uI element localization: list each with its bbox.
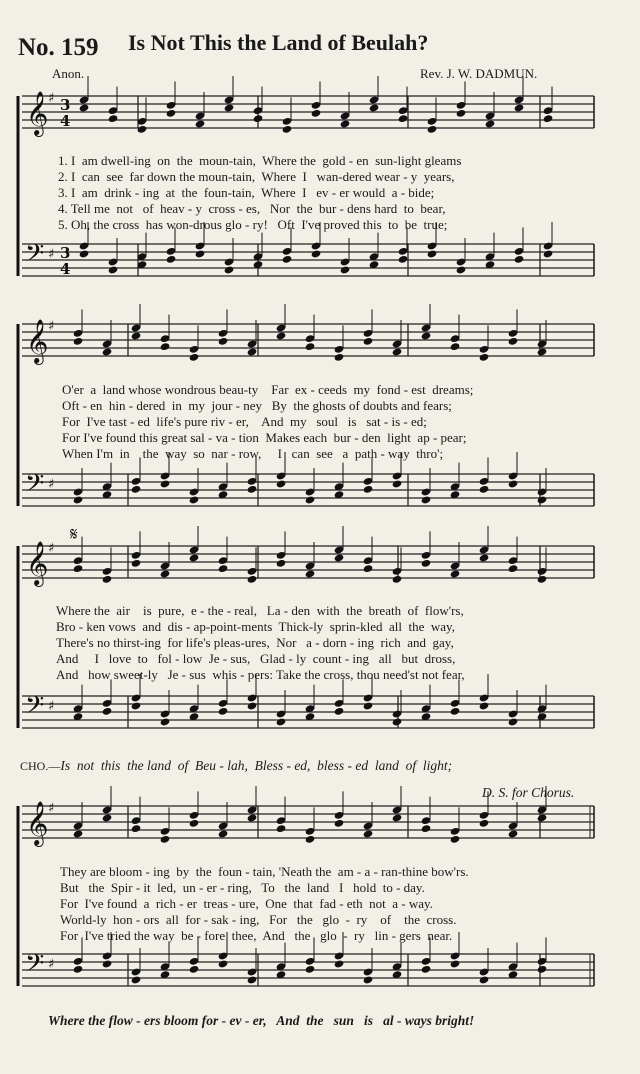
note-head bbox=[363, 564, 374, 573]
note-head bbox=[543, 249, 554, 258]
note-head bbox=[363, 485, 374, 494]
note-head bbox=[537, 495, 548, 504]
note-head bbox=[537, 965, 548, 974]
note-head bbox=[340, 119, 351, 128]
note-head bbox=[131, 485, 142, 494]
note-head bbox=[218, 564, 229, 573]
lyric-line: For I've tast - ed life's pure riv - er, And my soul is sat - is - ed; bbox=[62, 414, 427, 429]
hymn-number: No. 159 bbox=[18, 34, 99, 61]
note-head bbox=[363, 701, 374, 710]
sharp-icon: ♯ bbox=[48, 801, 55, 816]
note-head bbox=[276, 717, 287, 726]
note-head bbox=[508, 717, 519, 726]
lyric-line: For I've found this great sal - va - tion Makes each bur - den light ap - pear; bbox=[62, 430, 467, 445]
note-head bbox=[218, 707, 229, 716]
note-head bbox=[247, 813, 258, 822]
sharp-icon: ♯ bbox=[48, 247, 55, 262]
note-head bbox=[131, 975, 142, 984]
note-head bbox=[537, 347, 548, 356]
note-head bbox=[73, 564, 84, 573]
note-head bbox=[334, 353, 345, 362]
note-head bbox=[276, 479, 287, 488]
note-head bbox=[421, 495, 432, 504]
note-head bbox=[282, 255, 293, 264]
note-head bbox=[160, 569, 171, 578]
hymn-title: Is Not This the Land of Beulah? bbox=[128, 30, 429, 55]
note-head bbox=[427, 125, 438, 134]
note-head bbox=[421, 331, 432, 340]
lyric-line: When I'm in the way so nar - row, I can see a path - way thro'; bbox=[62, 446, 444, 461]
note-head bbox=[276, 331, 287, 340]
note-head bbox=[218, 959, 229, 968]
note-head bbox=[334, 959, 345, 968]
note-head bbox=[334, 707, 345, 716]
note-head bbox=[334, 819, 345, 828]
note-head bbox=[450, 959, 461, 968]
lyric-line: But the Spir - it led, un - er - ring, To the land I hold to - day. bbox=[60, 880, 425, 895]
lyric-line: For I've tried the way be - fore thee, And the glo - ry lin - gers near. bbox=[60, 928, 453, 943]
note-head bbox=[479, 485, 490, 494]
note-head bbox=[247, 347, 258, 356]
note-head bbox=[108, 265, 119, 274]
time-signature: 4 bbox=[60, 112, 71, 130]
sharp-icon: ♯ bbox=[48, 319, 55, 334]
note-head bbox=[543, 114, 554, 123]
note-head bbox=[189, 553, 200, 562]
note-head bbox=[479, 701, 490, 710]
note-head bbox=[102, 813, 113, 822]
note-head bbox=[508, 829, 519, 838]
note-head bbox=[398, 255, 409, 264]
note-head bbox=[166, 109, 177, 118]
note-head bbox=[514, 103, 525, 112]
lyric-line: 1. I am dwell-ing on the moun-tain, Where the gold - en sun-light gleams bbox=[58, 153, 462, 168]
bass-clef-icon: 𝄢 bbox=[25, 469, 45, 504]
note-head bbox=[102, 959, 113, 968]
note-head bbox=[160, 342, 171, 351]
note-head bbox=[450, 835, 461, 844]
note-head bbox=[508, 479, 519, 488]
treble-clef-icon: 𝄞 bbox=[26, 541, 49, 585]
note-head bbox=[456, 265, 467, 274]
sharp-icon: ♯ bbox=[48, 541, 55, 556]
note-head bbox=[392, 347, 403, 356]
note-head bbox=[224, 265, 235, 274]
note-head bbox=[73, 495, 84, 504]
note-head bbox=[311, 249, 322, 258]
note-head bbox=[311, 109, 322, 118]
note-head bbox=[508, 564, 519, 573]
note-head bbox=[479, 553, 490, 562]
lyric-line: World-ly hon - ors all for - sak - ing, For the glo - ry of the cross. bbox=[60, 912, 457, 927]
note-head bbox=[247, 975, 258, 984]
note-head bbox=[189, 495, 200, 504]
note-head bbox=[398, 114, 409, 123]
note-head bbox=[363, 975, 374, 984]
note-head bbox=[102, 575, 113, 584]
note-head bbox=[247, 485, 258, 494]
note-head bbox=[508, 337, 519, 346]
note-head bbox=[166, 255, 177, 264]
note-head bbox=[392, 479, 403, 488]
note-head bbox=[450, 569, 461, 578]
note-head bbox=[160, 717, 171, 726]
treble-clef-icon: 𝄞 bbox=[26, 319, 49, 363]
lyric-line: For I've found a rich - er treas - ure, One that fad - eth not a - way. bbox=[60, 896, 433, 911]
lyric-line: 5. Oh, the cross has won-drous glo - ry! Oft I've proved this to be true; bbox=[58, 217, 448, 232]
time-signature: 3 bbox=[60, 244, 71, 262]
note-head bbox=[450, 342, 461, 351]
note-head bbox=[247, 575, 258, 584]
lyric-line: And how sweet-ly Je - sus whis - pers: Take the cross, thou need'st not fear, bbox=[56, 667, 465, 682]
note-head bbox=[421, 965, 432, 974]
note-head bbox=[131, 701, 142, 710]
note-head bbox=[479, 975, 490, 984]
lyric-line: 2. I can see far down the moun-tain, Where I wan-dered wear - y years, bbox=[58, 169, 455, 184]
note-head bbox=[363, 829, 374, 838]
note-head bbox=[131, 331, 142, 340]
note-head bbox=[485, 119, 496, 128]
lyric-line: Bro - ken vows and dis - ap-point-ments Thick-ly sprin-kled all the way, bbox=[56, 619, 455, 634]
note-head bbox=[479, 353, 490, 362]
composer-credit: Rev. J. W. DADMUN. bbox=[420, 66, 538, 81]
note-head bbox=[218, 337, 229, 346]
note-head bbox=[131, 559, 142, 568]
note-head bbox=[102, 347, 113, 356]
chorus-line bbox=[20, 758, 452, 774]
note-head bbox=[276, 824, 287, 833]
ds-note: D. S. for Chorus. bbox=[482, 785, 575, 800]
note-head bbox=[334, 553, 345, 562]
note-head bbox=[218, 829, 229, 838]
lyric-line: Where the air is pure, e - the - real, La - den with the breath of flow'rs, bbox=[56, 603, 464, 618]
note-head bbox=[537, 813, 548, 822]
treble-clef-icon: 𝄞 bbox=[26, 91, 49, 135]
note-head bbox=[102, 707, 113, 716]
note-head bbox=[189, 819, 200, 828]
note-head bbox=[189, 353, 200, 362]
lyric-line: Oft - en hin - dered in my jour - ney By the ghosts of doubts and fears; bbox=[62, 398, 452, 413]
lyric-line: They are bloom - ing by the foun - tain, 'Neath the am - a - ran-thine bow'rs. bbox=[60, 864, 469, 879]
bass-clef-icon: 𝄢 bbox=[25, 691, 45, 726]
time-signature: 4 bbox=[60, 260, 71, 278]
note-head bbox=[421, 824, 432, 833]
note-head bbox=[195, 249, 206, 258]
note-head bbox=[282, 125, 293, 134]
note-head bbox=[195, 119, 206, 128]
segno-icon: 𝄋 bbox=[70, 524, 78, 545]
treble-clef-icon: 𝄞 bbox=[26, 801, 49, 845]
note-head bbox=[73, 829, 84, 838]
note-head bbox=[456, 109, 467, 118]
note-head bbox=[392, 575, 403, 584]
note-head bbox=[537, 575, 548, 584]
lyric-line: There's no thirst-ing for life's pleas-ures, Nor a - dorn - ing rich and gay, bbox=[56, 635, 454, 650]
note-head bbox=[189, 965, 200, 974]
note-head bbox=[160, 479, 171, 488]
note-head bbox=[108, 114, 119, 123]
lyric-line: And I love to fol - low Je - sus, Glad - ly count - ing all but dross, bbox=[56, 651, 456, 666]
note-head bbox=[305, 965, 316, 974]
note-head bbox=[479, 819, 490, 828]
note-head bbox=[131, 824, 142, 833]
lyricist-credit: Anon. bbox=[52, 66, 85, 81]
note-head bbox=[421, 559, 432, 568]
note-head bbox=[79, 249, 90, 258]
note-head bbox=[305, 342, 316, 351]
lyric-line: 4. Tell me not of heav - y cross - es, Nor the bur - dens hard to bear, bbox=[58, 201, 446, 216]
note-head bbox=[73, 337, 84, 346]
note-head bbox=[305, 835, 316, 844]
note-head bbox=[363, 337, 374, 346]
note-head bbox=[247, 701, 258, 710]
note-head bbox=[427, 249, 438, 258]
bass-clef-icon: 𝄢 bbox=[25, 949, 45, 984]
final-chorus-line: Where the flow - ers bloom for - ev - er, And the sun is al - ways bright! bbox=[48, 1013, 475, 1028]
time-signature: 3 bbox=[60, 96, 71, 114]
note-head bbox=[305, 569, 316, 578]
lyric-line: 3. I am drink - ing at the foun-tain, Where I ev - er would a - bide; bbox=[58, 185, 435, 200]
chorus-text: Is not this the land of Beu - lah, Bless - ed, bless - ed land of light; bbox=[60, 758, 453, 773]
note-head bbox=[160, 835, 171, 844]
note-head bbox=[369, 103, 380, 112]
note-head bbox=[340, 265, 351, 274]
sharp-icon: ♯ bbox=[48, 91, 55, 106]
bass-clef-icon: 𝄢 bbox=[25, 239, 45, 274]
note-head bbox=[253, 114, 264, 123]
chorus-label: CHO.— bbox=[20, 759, 61, 773]
note-head bbox=[73, 965, 84, 974]
note-head bbox=[79, 103, 90, 112]
sharp-icon: ♯ bbox=[48, 699, 55, 714]
sharp-icon: ♯ bbox=[48, 477, 55, 492]
note-head bbox=[276, 559, 287, 568]
note-head bbox=[305, 495, 316, 504]
sharp-icon: ♯ bbox=[48, 957, 55, 972]
note-head bbox=[450, 707, 461, 716]
lyric-line: O'er a land whose wondrous beau-ty Far ex - ceeds my fond - est dreams; bbox=[62, 382, 474, 397]
note-head bbox=[392, 717, 403, 726]
note-head bbox=[392, 813, 403, 822]
note-head bbox=[224, 103, 235, 112]
note-head bbox=[514, 255, 525, 264]
